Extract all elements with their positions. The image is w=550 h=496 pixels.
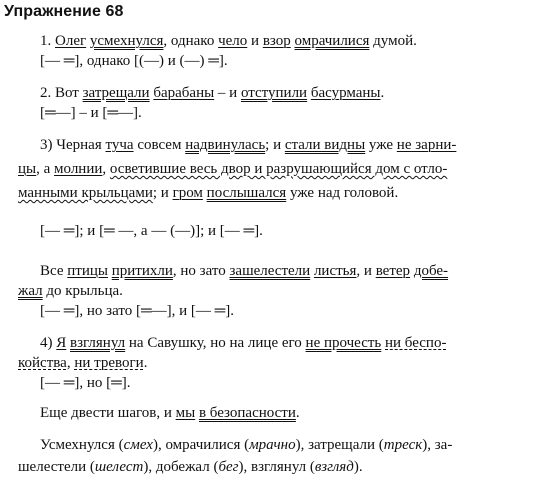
participial-phrase: манными крыльцами (18, 185, 153, 201)
text: ), добежал ( (143, 459, 219, 475)
sentence-3-line-3 (18, 184, 398, 202)
text: – и (214, 85, 241, 101)
subject: Я (56, 335, 67, 351)
text: . (143, 355, 148, 371)
text: Усмехнулся ( (40, 437, 124, 453)
text: 3) Черная (40, 137, 106, 153)
schema-2: [═—] – и [═—]. (40, 105, 142, 121)
text: 2. Вот (40, 85, 83, 101)
subject: молнии (54, 161, 103, 177)
subject: басурманы (310, 85, 381, 101)
subject: чело (218, 33, 248, 49)
text: . (295, 405, 300, 421)
text: Все (40, 263, 68, 279)
subject: ветер (375, 263, 411, 279)
sentence-5-line-1 (40, 334, 446, 352)
text: Еще двести шагов, и (40, 405, 176, 421)
subject: мы (175, 405, 196, 421)
predicate: усмехнулся (89, 33, 164, 49)
text: уже (365, 137, 397, 153)
predicate: не прочесть (305, 335, 382, 351)
exercise-title: Упражнение 68 (4, 3, 124, 20)
text: до крыльца. (42, 283, 123, 299)
subject: цы (18, 161, 37, 177)
root-word: взгляд (314, 459, 354, 475)
word-origins-line-1 (40, 436, 452, 454)
predicate: затрещали (82, 85, 150, 101)
text: 1. (40, 33, 55, 49)
subject: листья (313, 263, 357, 279)
sentence-3-line-1 (40, 136, 456, 154)
root-word: шелест (94, 459, 144, 475)
predicate: зашелестели (229, 263, 311, 279)
text: ), за- (422, 437, 453, 453)
text: ). (353, 459, 363, 475)
object: ни беспо- (385, 335, 447, 351)
schema-1: [— ═], однако [(—) и (—) ═]. (40, 53, 228, 69)
text: ; и (152, 185, 173, 201)
subject: туча (105, 137, 134, 153)
root-word: треск (383, 437, 423, 453)
sentence-5-line-2 (18, 354, 147, 372)
text: думой. (369, 33, 417, 49)
text: на Савушку, но на лице его (125, 335, 306, 351)
root-word: смех (123, 437, 153, 453)
predicate: в безопасности (198, 405, 296, 421)
text: , а (36, 161, 55, 177)
predicate: стали видны (284, 137, 366, 153)
predicate: омрачилися (294, 33, 370, 49)
text: ), затрещали ( (295, 437, 384, 453)
text: ), взглянул ( (238, 459, 315, 475)
root-word: бег (218, 459, 239, 475)
subject: Олег (55, 33, 87, 49)
predicate: послышался (206, 185, 287, 201)
text: ; и (265, 137, 285, 153)
text: , (102, 161, 110, 177)
predicate: добе- (413, 263, 449, 279)
predicate: притихли (111, 263, 173, 279)
text: , и (356, 263, 376, 279)
text: , но зато (172, 263, 230, 279)
predicate: отступили (240, 85, 308, 101)
text: , (66, 355, 75, 371)
text: ), омрачилися ( (152, 437, 250, 453)
text: , однако (163, 33, 219, 49)
schema-5: [— ═], но [═]. (40, 375, 131, 391)
text: . (380, 85, 385, 101)
sentence-4-line-2 (18, 282, 123, 300)
subject: барабаны (153, 85, 215, 101)
root-word: мрачно (249, 437, 296, 453)
text: 4) (40, 335, 57, 351)
text: уже над головой. (286, 185, 399, 201)
predicate: надвинулась (185, 137, 266, 153)
sentence-6 (40, 404, 300, 422)
schema-4: [— ═], но зато [═—], и [— ═]. (40, 303, 234, 319)
subject: птицы (67, 263, 108, 279)
sentence-4-line-1 (40, 262, 448, 280)
schema-3: [— ═]; и [═ —, а — (—)]; и [— ═]. (40, 223, 263, 239)
object: койства (18, 355, 67, 371)
sentence-2 (40, 84, 384, 102)
object: ни тревоги (74, 355, 144, 371)
text: и (247, 33, 263, 49)
word-origins-line-2 (18, 458, 363, 476)
predicate: взглянул (70, 335, 126, 351)
participial-phrase: осветившие весь двор и разрушающийся дом с отло- (109, 161, 448, 177)
subject: не зарни- (396, 137, 457, 153)
subject: гром (172, 185, 203, 201)
predicate: жал (18, 283, 43, 299)
sentence-3-line-2 (18, 160, 447, 178)
subject: взор (262, 33, 291, 49)
text: совсем (133, 137, 186, 153)
text: шелестели ( (18, 459, 95, 475)
sentence-1 (40, 32, 417, 50)
